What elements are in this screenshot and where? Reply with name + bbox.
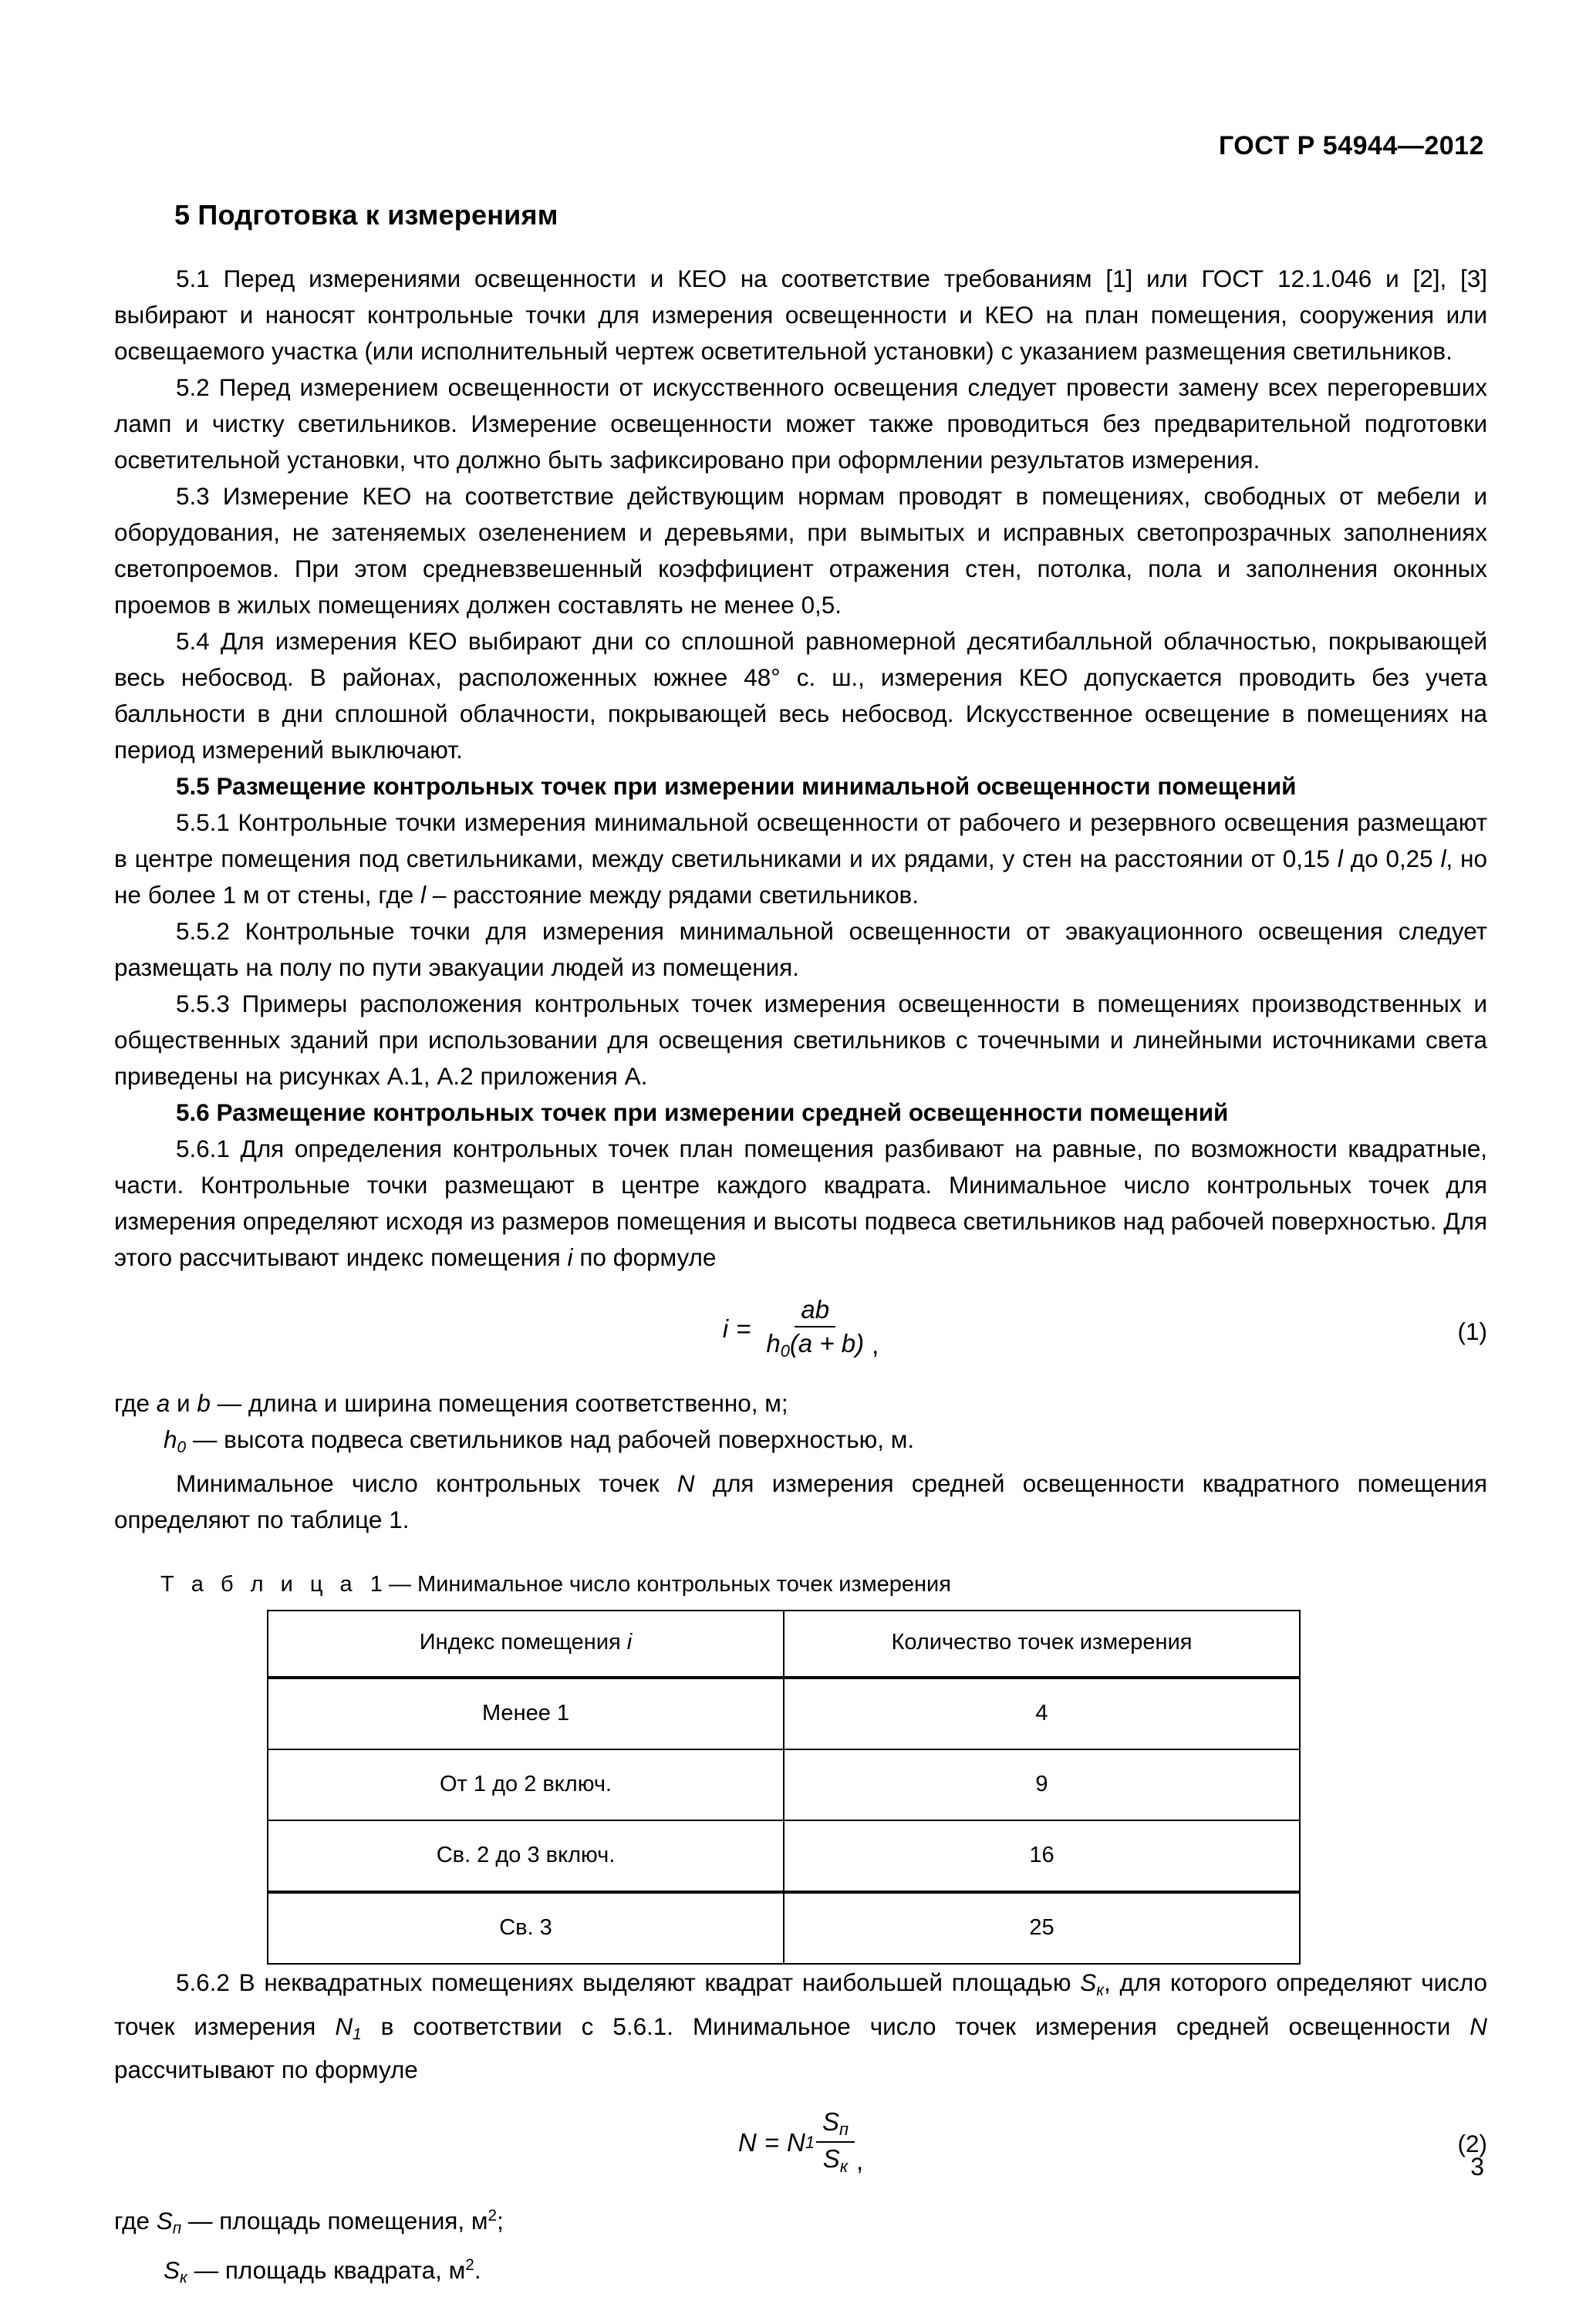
table-header-points-count: Количество точек измерения [784,1611,1300,1678]
formula-2 [738,2108,863,2176]
where4-sup: 2 [465,2256,474,2275]
p562-var-s-sub: к [1096,1981,1105,1999]
formula-2-number: (2) [1457,2130,1487,2158]
running-header-standard-code: ГОСТ Р 54944—2012 [1218,131,1484,160]
formula-1-number: (1) [1457,1317,1487,1345]
where3-prefix: где [114,2207,157,2235]
table-header-room-index-symbol: i [626,1630,633,1655]
where2-desc: — высота подвеса светильников над рабочей поверхностью, м. [186,1425,915,1453]
table-1-caption-label: Т а б л и ц а [160,1571,358,1597]
p562-var-s: S [1080,1968,1097,1996]
where1-desc: — длина и ширина помещения соответственно, м; [210,1389,788,1417]
where1-prefix: где [114,1389,157,1417]
where3-var-s-sub: п [172,2220,182,2238]
formula-2-num-s: S [822,2107,839,2137]
min-points-text-b: для измерения средней освещенности квадратного помещения определяют по таблице 1. [114,1469,1487,1533]
p561-italic-i: i [567,1243,573,1271]
formula-1-where-line-1 [114,1385,1487,1422]
table-1-caption-number: 1 [369,1571,383,1597]
table-cell-points: 9 [784,1749,1300,1820]
formula-1-den-rest: (a + b) [789,1329,865,1358]
formula-1-row [114,1296,1487,1370]
table-row [268,1678,1300,1749]
formula-2-num-s-sub: п [838,2120,849,2140]
formula-1-denominator [760,1327,870,1361]
formula-1-fraction [760,1296,870,1361]
formula-1-lhs: i [722,1314,729,1343]
p551-italic-l-2: l [1440,845,1446,872]
paragraph-5-6-1 [114,1131,1487,1276]
min-points-var-n: N [677,1469,695,1497]
min-points-text-a: Минимальное число контрольных точек [176,1469,677,1497]
formula-2-fraction [816,2108,855,2176]
p551-italic-l-3: l [420,881,426,909]
paragraph-5-5-1 [114,805,1487,913]
p562-text-b: , для которого определяют число точек измерения [114,1968,1487,2040]
paragraph-5-3: 5.3 Измерение КЕО на соответствие действующим нормам проводят в помещениях, свободных от мебели и оборудования, не затеняемых озеленением и деревьями, при вымытых и исправных светопрозрачных заполнениях светопроемов. При этом средневзвешенный коэффициент отражения стен, потолка, пола и заполнения оконных проемов в жилых помещениях должен составлять не менее 0,5. [114,482,1487,619]
table-cell-points: 16 [784,1820,1300,1892]
p561-text-b: по формуле [572,1243,717,1271]
where4-var-s-sub: к [180,2268,187,2287]
p562-var-n: N [1469,2012,1487,2040]
subheading-5-6: 5.6 Размещение контрольных точек при измерении средней освещенности помещений [176,1098,1229,1126]
subheading-5-5: 5.5 Размещение контрольных точек при измерении минимальной освещенности помещений [176,772,1297,800]
formula-2-equals: = [764,2127,779,2157]
formula-2-denominator [817,2143,854,2176]
table-row [268,1749,1300,1820]
paragraph-5-4: 5.4 Для измерения КЕО выбирают дни со сплошной равномерной десятибалльной облачностью, покрывающей весь небосвод. В районах, расположенных южнее 48° с. ш., измерения КЕО допускается проводить без учета балльности в дни сплошной облачности, покрывающей весь небосвод. Искусственное освещение в помещениях на период измерений выключают. [114,627,1487,764]
paragraph-5-6-2 [114,1965,1487,2089]
formula-2-lhs: N [737,2127,757,2157]
paragraph-min-points [114,1466,1487,1538]
p551-italic-l-1: l [1337,845,1343,872]
formula-1-den-h: h [766,1329,781,1358]
p551-text-b: до 0,25 [1342,845,1441,872]
where4-desc: — площадь квадрата, м [187,2255,466,2284]
where1-var-b: b [197,1389,211,1417]
where4-end: . [474,2255,481,2284]
page-content [114,199,1487,2296]
paragraph-5-1: 5.1 Перед измерениями освещенности и КЕО на соответствие требованиям [1] или ГОСТ 12.1.046 и [2], [3] выбирают и наносят контрольные точки для измерения освещенности и КЕО на план помещения, сооружения или освещаемого участка (или исполнительный чертеж осветительной установки) с указанием размещения светильников. [114,265,1487,365]
table-cell-index: Менее 1 [268,1678,784,1749]
p551-text-c: , но не более 1 м от стены, где [114,845,1487,909]
where2-var-h: h [164,1425,177,1453]
table-cell-points: 4 [784,1678,1300,1749]
p562-text-d: рассчитывают по формуле [114,2056,418,2084]
paragraph-5-5-3: 5.5.3 Примеры расположения контрольных точек измерения освещенности в помещениях производственных и общественных зданий при использовании для освещения светильников с точечными и линейными источниками света приведены на рисунках А.1, А.2 приложения А. [114,990,1487,1090]
table-header-room-index [268,1611,784,1678]
formula-1-den-h-sub: 0 [780,1341,790,1361]
table-cell-index: От 1 до 2 включ. [268,1749,784,1820]
formula-2-where-line-2 [114,2247,1487,2296]
paragraph-5-2: 5.2 Перед измерением освещенности от искусственного освещения следует провести замену всех перегоревших ламп и чистку светильников. Измерение освещенности может также проводиться без предварительной подготовки осветительной установки, что должно быть зафиксировано при оформлении результатов измерения. [114,373,1487,474]
formula-1-equals: = [736,1314,751,1343]
where3-var-s: S [156,2207,173,2235]
table-row [268,1820,1300,1892]
table-cell-index: Св. 3 [268,1892,784,1964]
formula-1 [723,1296,879,1361]
formula-1-where-line-2 [114,1422,1487,1466]
table-header-row [268,1611,1300,1678]
p562-var-n1: N [335,2012,353,2040]
formula-2-trailing-comma: , [855,2146,864,2175]
formula-1-numerator: ab [795,1296,835,1327]
table-cell-index: Св. 2 до 3 включ. [268,1820,784,1892]
p562-var-n1-sub: 1 [353,2025,362,2043]
table-header-room-index-text: Индекс помещения [419,1630,627,1655]
where1-var-a: a [156,1389,170,1417]
table-1-caption-title: Минимальное число контрольных точек измерения [417,1571,951,1597]
section-heading-5: 5 Подготовка к измерениям [174,199,558,231]
where3-end: ; [497,2207,504,2235]
p551-text-a: 5.5.1 Контрольные точки измерения минимальной освещенности от рабочего и резервного освещения размещают в центре помещения под светильниками, между светильниками и их рядами, у стен на расстоянии от 0,15 [114,808,1487,872]
where4-var-s: S [164,2255,181,2284]
formula-2-numerator [816,2108,855,2143]
where1-conj: и [170,1389,197,1417]
page-number: 3 [1470,2153,1484,2181]
table-1-caption [114,1572,1487,1597]
p562-text-c: в соответствии с 5.6.1. Минимальное число точек измерения средней освещенности [361,2012,1470,2040]
formula-1-trailing-comma: , [872,1331,879,1360]
where2-var-h-sub: 0 [177,1438,187,1456]
table-1-minimum-measurement-points [267,1610,1301,1965]
where3-desc: — площадь помещения, м [181,2207,488,2235]
formula-2-den-s-sub: к [839,2157,849,2177]
formula-2-n1: N [787,2127,805,2157]
table-1-head [268,1611,1300,1678]
formula-2-n1-sub: 1 [805,2132,815,2152]
p551-text-d: – расстояние между рядами светильников. [426,881,919,909]
where3-sup: 2 [488,2207,498,2225]
paragraph-5-5-2: 5.5.2 Контрольные точки для измерения минимальной освещенности от эвакуационного освещения следует размещать на полу по пути эвакуации людей из помещения. [114,917,1487,981]
p562-text-a: 5.6.2 В неквадратных помещениях выделяют квадрат наибольшей площадью [176,1968,1081,1996]
formula-2-den-s: S [822,2144,840,2174]
formula-2-where-line-1 [114,2198,1487,2247]
table-cell-points: 25 [784,1892,1300,1964]
p561-text-a: 5.6.1 Для определения контрольных точек план помещения разбивают на равные, по возможности квадратные, части. Контрольные точки размещают в центре каждого квадрата. Минимальное число контрольных точек для измерения определяют исходя из размеров помещения и высоты подвеса светильников над рабочей поверхностью. Для этого рассчитывают индекс помещения [114,1135,1487,1271]
table-1-caption-dash: — [388,1571,411,1597]
table-row [268,1892,1300,1964]
table-1-body [268,1678,1300,1964]
formula-2-row [114,2108,1487,2182]
